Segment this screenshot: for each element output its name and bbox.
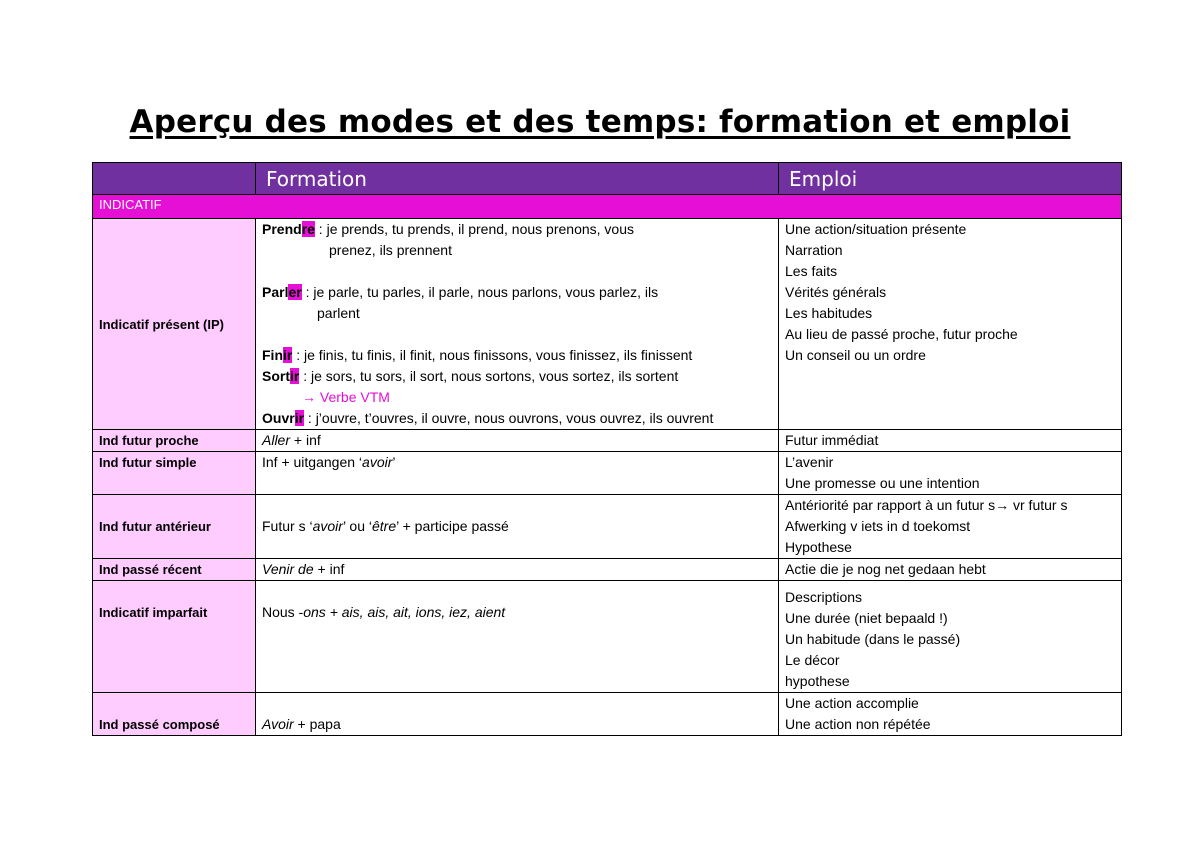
header-empty-cell xyxy=(93,163,256,195)
ending-highlight: ir xyxy=(294,410,305,426)
formation-cell: Aller + inf xyxy=(256,430,779,452)
row-label: Indicatif présent (IP) xyxy=(93,219,256,430)
section-row xyxy=(93,195,1122,219)
table-row xyxy=(93,219,1122,430)
row-label: Ind futur simple xyxy=(93,452,256,495)
formation-cell: Venir de + inf xyxy=(256,559,779,581)
ouvrir-line: Ouvrir : j’ouvre, t’ouvres, il ouvre, nous ouvrons, vous ouvrez, ils ouvrent xyxy=(262,410,714,426)
row-label: Ind futur proche xyxy=(93,430,256,452)
ending-highlight: ir xyxy=(283,347,293,363)
emploi-cell: L’avenir Une promesse ou une intention xyxy=(779,452,1122,495)
header-formation: Formation xyxy=(256,163,779,195)
row-label: Ind passé composé xyxy=(93,693,256,736)
emploi-cell: Actie die je nog net gedaan hebt xyxy=(779,559,1122,581)
ending-highlight: re xyxy=(301,221,315,237)
table-row xyxy=(93,430,1122,452)
verbe-vtm-note: → Verbe VTM xyxy=(302,389,390,405)
ending-highlight: ir xyxy=(290,368,300,384)
tenses-table xyxy=(92,162,1122,736)
section-indicatif: INDICATIF xyxy=(93,195,1122,219)
formation-cell: Inf + uitgangen ‘avoir’ xyxy=(256,452,779,495)
table-row xyxy=(93,581,1122,693)
table-row xyxy=(93,693,1122,736)
emploi-cell: Antériorité par rapport à un futur s→ vr futur s Afwerking v iets in d toekomst Hypothese xyxy=(779,495,1122,559)
prendre-line: Prendre : je prends, tu prends, il prend, nous prenons, vous xyxy=(262,221,635,237)
table-row xyxy=(93,559,1122,581)
row-label: Ind futur antérieur xyxy=(93,495,256,559)
formation-cell: Prendre : je prends, tu prends, il prend, nous prenons, vous prenez, ils prennent Parler : je parle, tu parles, il parle, nous parlons, vous parlez, ils parlent Finir : je finis, tu finis, il finit, nous finissons, vous finissez, ils finissent Sortir : je sors, tu sors, il sort, nous sortons, vous sortez, ils sortent → Verbe VTM Ouvrir : j’ouvre, t’ouvres, il ouvre, nous ouvrons, vous ouvrez, ils ouvrent xyxy=(256,219,779,430)
emploi-cell: Une action/situation présente Narration Les faits Vérités générals Les habitudes Au lieu de passé proche, futur proche Un conseil ou un ordre xyxy=(779,219,1122,430)
formation-cell: Avoir + papa xyxy=(256,693,779,736)
emploi-cell: Descriptions Une durée (niet bepaald !) Un habitude (dans le passé) Le décor hypothese xyxy=(779,581,1122,693)
header-emploi: Emploi xyxy=(779,163,1122,195)
formation-cell: Futur s ‘avoir’ ou ‘être’ + participe passé xyxy=(256,495,779,559)
emploi-cell: Une action accomplie Une action non répétée xyxy=(779,693,1122,736)
row-label: Ind passé récent xyxy=(93,559,256,581)
finir-line: Finir : je finis, tu finis, il finit, nous finissons, vous finissez, ils finissent xyxy=(262,347,693,363)
formation-cell: Nous -ons + ais, ais, ait, ions, iez, aient xyxy=(256,581,779,693)
sortir-line: Sortir : je sors, tu sors, il sort, nous sortons, vous sortez, ils sortent xyxy=(262,368,679,384)
table-header-row xyxy=(93,163,1122,195)
table-row xyxy=(93,452,1122,495)
emploi-cell: Futur immédiat xyxy=(779,430,1122,452)
parler-line: Parler : je parle, tu parles, il parle, nous parlons, vous parlez, ils xyxy=(262,284,659,300)
page-title: Aperçu des modes et des temps: formation et emploi xyxy=(129,104,1071,140)
ending-highlight: er xyxy=(288,284,302,300)
row-label: Indicatif imparfait xyxy=(93,581,256,693)
table-row xyxy=(93,495,1122,559)
